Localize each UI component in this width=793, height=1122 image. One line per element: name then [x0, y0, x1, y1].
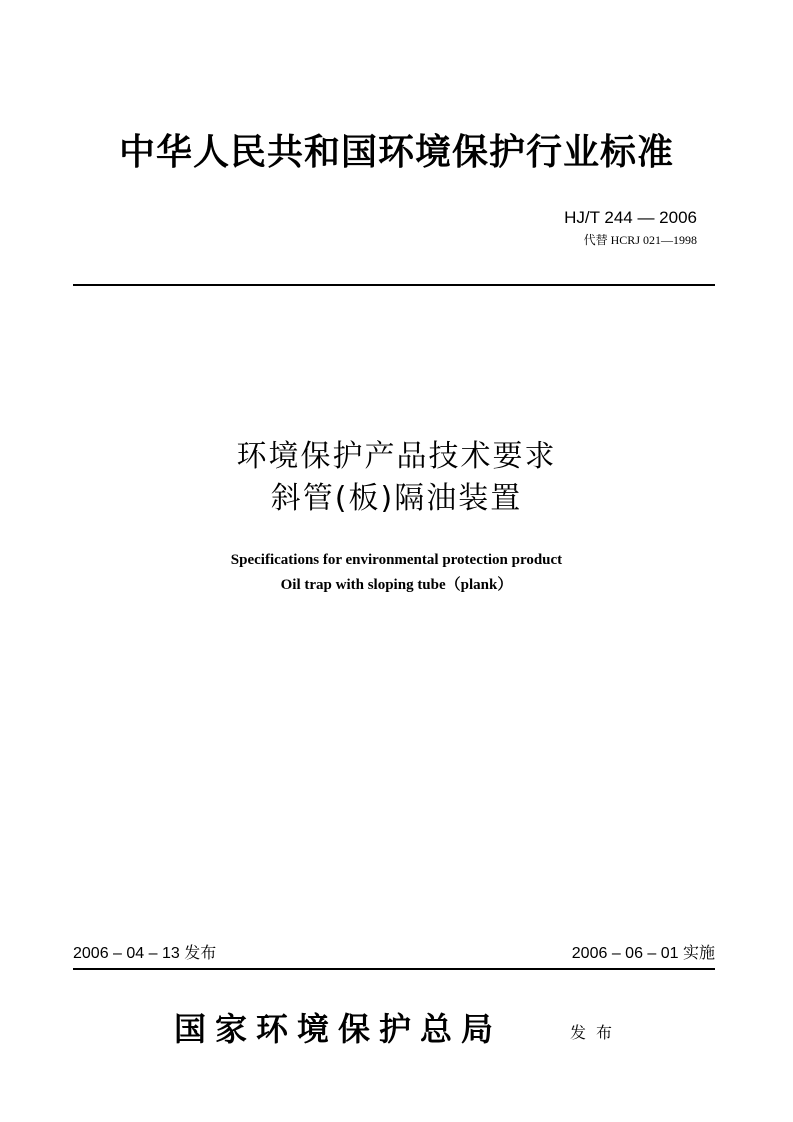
issuing-authority: 国家环境保护总局 [174, 1010, 503, 1048]
replaces-standard-note: 代替 HCRJ 021—1998 [583, 233, 697, 247]
chinese-title-line-1: 环境保护产品技术要求 [236, 439, 557, 474]
bottom-divider [73, 968, 715, 970]
english-title-line-2: Oil trap with sloping tube（plank） [280, 577, 513, 593]
issuing-action: 发布 [570, 1023, 623, 1042]
english-title-line-1: Specifications for environmental protection product [230, 552, 563, 568]
effective-date: 2006 – 06 – 01 实施 [571, 945, 715, 962]
issue-date: 2006 – 04 – 13 发布 [73, 945, 217, 962]
chinese-title-line-2: 斜管(板)隔油装置 [270, 481, 523, 516]
standard-category-heading: 中华人民共和国环境保护行业标准 [118, 131, 674, 173]
standard-number: HJ/T 244 — 2006 [564, 208, 697, 227]
top-divider [73, 284, 715, 286]
